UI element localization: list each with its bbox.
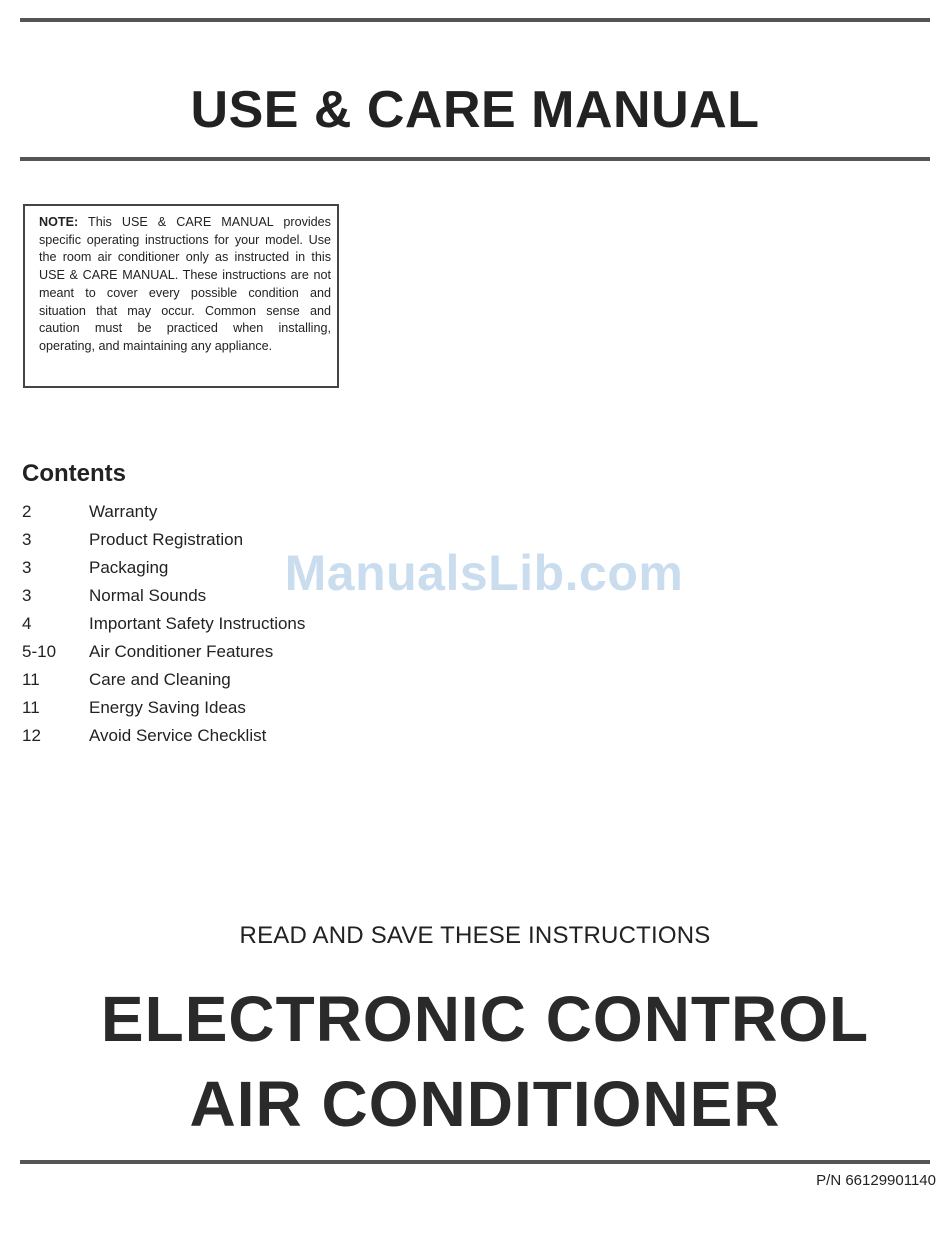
note-label: NOTE: <box>39 215 79 229</box>
toc-title: Care and Cleaning <box>89 670 231 689</box>
toc-title: Air Conditioner Features <box>89 642 274 661</box>
contents-heading: Contents <box>22 460 126 487</box>
toc-item <box>22 638 422 666</box>
toc-page-number: 3 <box>22 530 32 549</box>
read-save-notice: READ AND SAVE THESE INSTRUCTIONS <box>239 922 711 949</box>
note-box <box>23 204 339 388</box>
toc-title: Warranty <box>89 502 158 521</box>
toc-page-number: 5-10 <box>22 642 57 661</box>
toc-title: Product Registration <box>89 530 244 549</box>
product-title-line-2: AIR CONDITIONER <box>189 1068 781 1140</box>
toc-page-number: 3 <box>22 586 32 605</box>
toc-title: Important Safety Instructions <box>89 614 306 633</box>
toc-title: Avoid Service Checklist <box>89 726 267 745</box>
toc-title: Packaging <box>89 558 169 577</box>
bottom-rule <box>20 1160 930 1164</box>
toc-page-number: 2 <box>22 502 32 521</box>
toc-item <box>22 722 422 750</box>
toc-title: Energy Saving Ideas <box>89 698 246 717</box>
toc-page-number: 11 <box>22 698 40 717</box>
toc-page-number: 4 <box>22 614 32 633</box>
page-title: USE & CARE MANUAL <box>190 81 760 139</box>
toc-item <box>22 610 422 638</box>
toc-item <box>22 666 422 694</box>
table-of-contents <box>22 498 422 750</box>
watermark: ManualsLib.com <box>284 545 684 601</box>
part-number: P/N 66129901140 <box>816 1172 936 1189</box>
toc-page-number: 12 <box>22 726 41 745</box>
toc-title: Normal Sounds <box>89 586 207 605</box>
toc-item <box>22 694 422 722</box>
toc-page-number: 3 <box>22 558 32 577</box>
top-rule <box>20 18 930 22</box>
header-rule <box>20 157 930 161</box>
toc-page-number: 11 <box>22 670 40 689</box>
product-title-line-1: ELECTRONIC CONTROL <box>100 983 870 1055</box>
note-text: This USE & CARE MANUAL provides specific operating instructions for your model. Use the room air conditioner only as instructed in this USE & CARE MANUAL. These instructions are not meant to cover every possible condition and situation that may occur. Common sense and caution must be practiced when installing, operating, and maintaining any appliance. <box>39 215 331 353</box>
toc-item <box>22 498 422 526</box>
